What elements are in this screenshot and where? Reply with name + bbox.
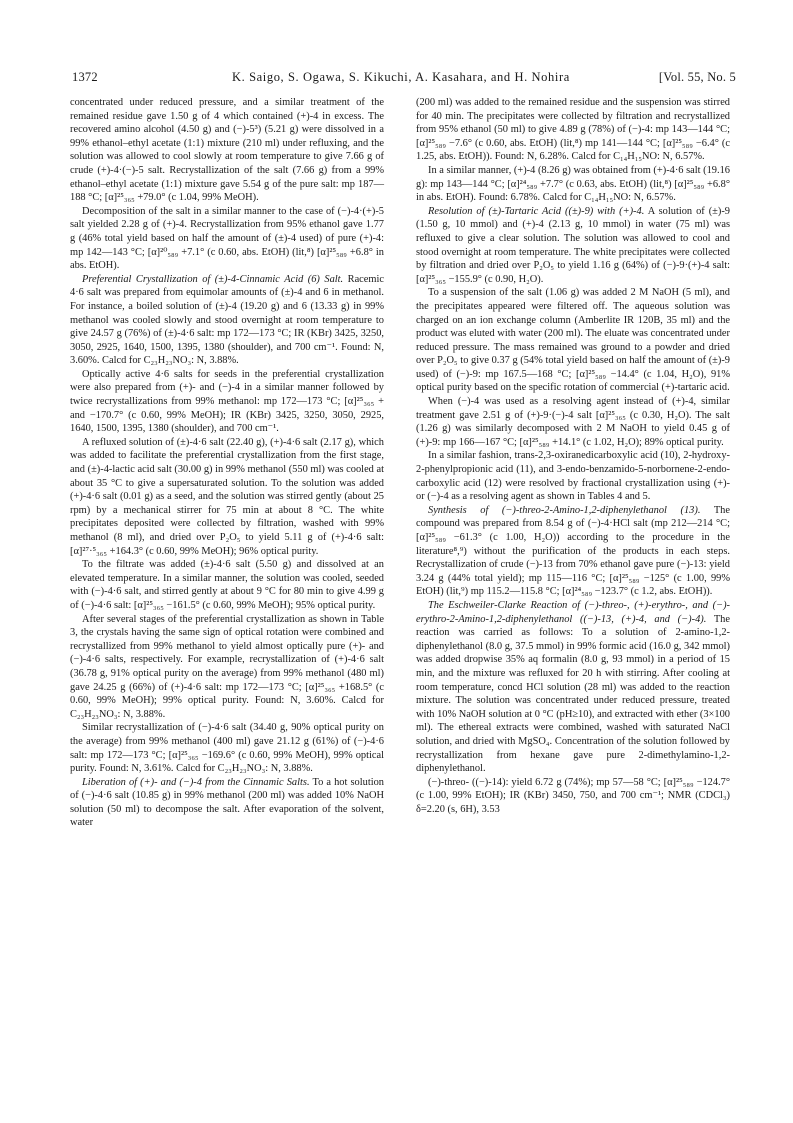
section-heading: Liberation of (+)- and (−)-4 from the Cinnamic Salts. [82, 776, 310, 788]
body-paragraph: (200 ml) was added to the remained residue and the suspension was stirred for 40 min. The precipitates were collected by filtration and recrystallized from 95% ethanol (50 ml) to give 4.89 g (78%) of (−)-4: mp 143—144 °C; [α]²⁵₅₈₉ −7.6° (c 0.60, abs. EtOH) (lit,⁸) mp 141—144 °C; [α]²⁵₅₈₉ −6.4° (c 1.25, abs. EtOH)). Found: N, 6.28%. Calcd for C₁₄H₁₅NO: N, 6.57%. [416, 97, 730, 163]
body-paragraph: To the filtrate was added (±)-4·6 salt (5.50 g) and dissolved at an elevated temperature. In a similar manner, the solution was cooled, seeded with (−)-4·6 salt, and stirred gently at about 9 °C for 80 min to give 4.99 g of (−)-4·6 salt: [α]²⁵₃₆₅ −161.5° (c 0.60, 99% MeOH); 95% optical purity. [70, 559, 384, 611]
paragraph-text: To a hot solution of (−)-4·6 salt (10.85 g) in 99% methanol (200 ml) was added 10% NaOH solution (50 ml) to decompose the salt. After evaporation of the solvent, water [70, 776, 384, 829]
body-paragraph: concentrated under reduced pressure, and a similar treatment of the remained residue gave 1.50 g of 4 which contained (+)-4 in excess. The recovered amino alcohol (4.50 g) and (−)-5³) (5.21 g) were dissolved in a 99% ethanol–ethyl acetate (1:1) mixture (210 ml) under refluxing, and the solution was allowed to cool slowly at room temperature to give 7.66 g of crude (+)-4·(−)-5 salt. Recrystallization of the salt (7.66 g) from a 99% ethanol–ethyl acetate (1:1) mixture gave 5.54 g of the pure salt: mp 187—188 °C; [α]²⁵₃₆₅ +79.0° (c 1.04, 99% MeOH). [70, 97, 384, 204]
author-line: K. Saigo, S. Ogawa, S. Kikuchi, A. Kasahara, and H. Nohira [232, 70, 570, 84]
body-paragraph: Similar recrystallization of (−)-4·6 salt (34.40 g, 90% optical purity on the average) from 99% methanol (400 ml) gave 21.12 g (61%) of (−)-4·6 salt: mp 172—173 °C; [α]²⁵₃₆₅ −169.6° (c 0.60, 99% MeOH), 99% optical purity. Found: N, 3.61%. Calcd for C₂₃H₂₃NO₃: N, 3.88%. [70, 722, 384, 775]
body-paragraph: After several stages of the preferential crystallization as shown in Table 3, the crystals having the same sign of optical rotation were combined and recrystallized from 99% methanol to yield almost optically pure (+)- and (−)-4·6 salts, respectively. For example, recrystallization of (+)-4·6 salt (36.78 g, 91% optical purity on the average) from 99% methanol (480 ml) gave 24.25 g (66%) of (+)-4·6 salt: mp 172—173 °C; [α]²⁵₃₆₅ +168.5° (c 0.60, 99% MeOH); 99% optical purity. Found: N, 3.60%. Calcd for C₂₃H₂₃NO₃: N, 3.88%. [70, 613, 384, 720]
paragraph-text: A solution of (±)-9 (1.50 g, 10 mmol) and (+)-4 (2.13 g, 10 mmol) in water (75 ml) was refluxed to give a clear solution. The solution was allowed to cool and stood overnight at room temperature. The white precipitates were collected by filtration and dried over P₂O₅ to yield 1.16 g (64%) of (−)-9·(+)-4 salt: [α]²⁵₃₆₅ −155.9° (c 0.90, H₂O). [416, 205, 730, 285]
body-paragraph: Optically active 4·6 salts for seeds in the preferential crystallization were also prepared from (+)- and (−)-4 in a similar manner followed by twice recrystallizations from 99% methanol: mp 172—173 °C; [α]²⁵₃₆₅ + and −170.7° (c 0.60, 99% MeOH); IR (KBr) 3425, 3250, 3050, 2925, 1640, 1500, 1395, 1380 (shoulder), and 700 cm⁻¹. [70, 368, 384, 435]
running-header [72, 70, 736, 90]
page-number: 1372 [72, 70, 98, 84]
body-paragraph: Decomposition of the salt in a similar manner to the case of (−)-4·(+)-5 salt yielded 2.28 g of (+)-4. Recrystallization from 95% ethanol gave 1.77 g (46% total yield based on half the amount of (±)-4 used) of pure (+)-4: mp 142—143 °C; [α]²⁰₅₈₉ +7.1° (c 0.60, abs. EtOH) (lit,⁸) [α]²⁵₅₈₉ +6.8° in abs. EtOH). [70, 205, 384, 272]
body-paragraph: When (−)-4 was used as a resolving agent instead of (+)-4, similar treatment gave 2.51 g of (+)-9·(−)-4 salt [α]²⁵₃₆₅ (c 0.30, H₂O). The salt (1.26 g) was similarly decomposed with 2 M NaOH to yield 0.45 g of (+)-9: mp 166—167 °C; [α]²⁵₅₈₉ +14.1° (c 1.02, H₂O); 89% optical purity. [416, 396, 730, 448]
body-paragraph: To a suspension of the salt (1.06 g) was added 2 M NaOH (5 ml), and the precipitates appeared were filtered off. The aqueous solution was charged on an ion exchange column (Amberlite IR 120B, 35 ml) and the product was eluted with water (200 ml). The eluate was concentrated under reduced pressure. The mass remained was ground to a powder and dried over P₂O₅ to give 0.37 g (54% total yield based on half the amount of (±)-9 used) of (−)-9: mp 167.5—168 °C; [α]²⁵₅₈₉ −14.4° (c 1.04, H₂O), 91% optical purity based on the specific rotation of commercial (+)-tartaric acid. [416, 287, 730, 394]
section-heading: Preferential Crystallization of (±)-4-Cinnamic Acid (6) Salt. [82, 273, 344, 285]
section-paragraph [70, 776, 384, 830]
section-heading: The Eschweiler-Clarke Reaction of (−)-threo-, (+)-erythro-, and (−)-erythro-2-Amino-1,2-diphenylethanol ((−)-13, (+)-4, and (−)-4). [416, 599, 730, 625]
paragraph-text: The compound was prepared from 8.54 g of (−)-4·HCl salt (mp 212—214 °C; [α]²⁵₅₈₉ −61.3° (c 1.00, H₂O)) according to the procedure in the literature⁸,⁹) without the purification of the products in each steps. Recrystallization of crude (−)-13 from 70% ethanol gave pure (−)-13: yield 3.24 g (44% total yield); mp 115—116 °C; [α]²⁵₅₈₉ −125° (c 1.00, 99% EtOH) (lit,⁹) mp 115.2—115.8 °C; [α]²⁴₅₈₉ −123.7° (c 1.2, abs. EtOH)). [416, 504, 730, 598]
section-paragraph [416, 504, 730, 599]
body-paragraph: (−)-threo- ((−)-14): yield 6.72 g (74%); mp 57—58 °C; [α]²⁵₅₈₉ −124.7° (c 1.00, 99% EtOH); IR (KBr) 3450, 750, and 700 cm⁻¹; NMR (CDCl₃) δ=2.20 (s, 6H), 3.53 [416, 776, 730, 815]
right-column [416, 96, 730, 816]
left-column [70, 96, 384, 830]
section-heading: Synthesis of (−)-threo-2-Amino-1,2-diphenylethanol (13). [428, 504, 701, 516]
body-paragraph: In a similar fashion, trans-2,3-oxiranedicarboxylic acid (10), 2-hydroxy-2-phenylpropionic acid (11), and 3-endo-benzamido-5-norbornene-2-endo-carboxylic acid (12) were resolved by fractional crystallization using (+)- or (−)-4 as a resolving agent as shown in Tables 4 and 5. [416, 450, 730, 503]
body-paragraph: In a similar manner, (+)-4 (8.26 g) was obtained from (+)-4·6 salt (19.16 g): mp 143—144 °C; [α]²⁴₅₈₉ +7.7° (c 0.63, abs. EtOH) (lit,⁸) [α]²⁵₅₈₉ +6.8° in abs. EtOH). Found: 6.78%. Calcd for C₁₄H₁₅NO: N, 6.57%. [416, 164, 730, 204]
section-heading: Resolution of (±)-Tartaric Acid ((±)-9) with (+)-4. [428, 205, 645, 217]
section-paragraph [416, 599, 730, 776]
section-paragraph [70, 273, 384, 368]
volume-info: [Vol. 55, No. 5 [658, 70, 736, 84]
body-paragraph: A refluxed solution of (±)-4·6 salt (22.40 g), (+)-4·6 salt (2.17 g), which was added to facilitate the preferential crystallization from the first stage, and (±)-4-lactic acid salt (30.00 g) in 99% methanol (550 ml) was cooled at about 35 °C to give a supersaturated solution. To the solution was added (+)-4·6 salt (0.01 g) as a seed, and the solution was stirred gently (about 25 rpm) by a mechanical stirrer for 75 min at about 8 °C. The white precipitates deposited were collected by filtration, washed with 99% methanol (8 ml), and dried over P₂O₅ to yield 5.11 g of (+)-4·6 salt: [α]²⁷·⁵₃₆₅ +164.3° (c 0.60, 99% MeOH); 96% optical purity. [70, 436, 384, 557]
section-paragraph [416, 205, 730, 287]
paragraph-text: The reaction was carried as follows: To a solution of 2-amino-1,2-diphenylethanol (8.0 g, 37.5 mmol) in 99% formic acid (16.0 g, 342 mmol) was added dropwise 35% aq formalin (8.0 g, 93 mmol) in a period of 15 min, and the mixture was refluxed for 20 h with stirring. After cooling at room temperature, concd HCl solution (28 ml) was added to the reaction mixture. The solution was concentrated under reduced pressure, treated with 10% NaOH solution at 0 °C (pH≥10), and extracted with ether (3×100 ml). The ethereal extracts were combined, washed with saturated NaCl solution, and dried with MgSO₄. Concentration of the solution followed by recrystallization from hexane gave pure 2-dimethylamino-1,2-diphenylethanol. [416, 613, 730, 775]
paragraph-text: Racemic 4·6 salt was prepared from equimolar amounts of (±)-4 and 6 in methanol. For instance, a boiled solution of (±)-4 (19.20 g) and 6 (13.33 g) in 99% methanol was cooled slowly and stood overnight at room temperature to give 24.57 g (76%) of (±)-4·6 salt: mp 172—173 °C; IR (KBr) 3425, 3250, 3050, 2925, 1640, 1500, 1395, 1380 (shoulder), and 700 cm⁻¹. Found: N, 3.60%. Calcd for C₂₃H₂₃NO₃: N, 3.88%. [70, 273, 384, 367]
